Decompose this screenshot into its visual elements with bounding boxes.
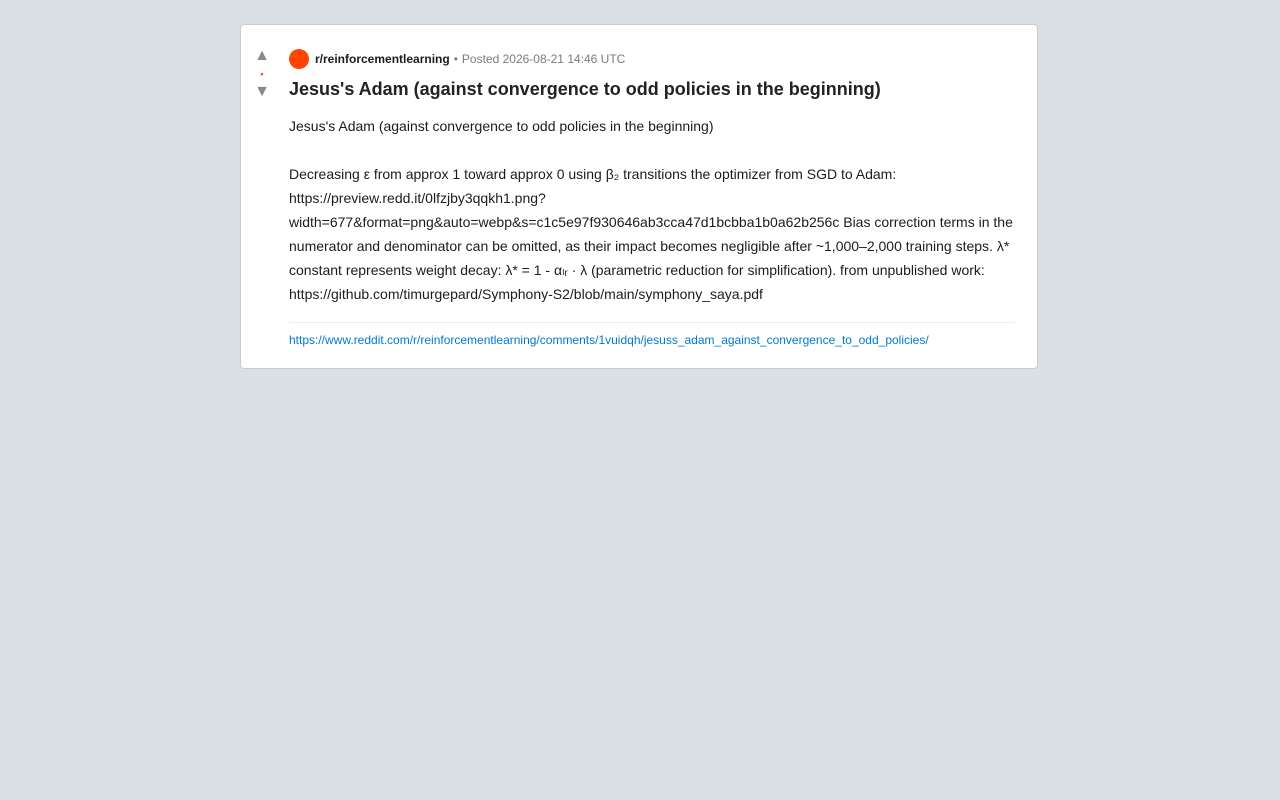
meta-separator: • bbox=[453, 52, 458, 66]
vote-column bbox=[241, 47, 283, 101]
downvote-icon[interactable]: ▼ bbox=[254, 83, 270, 100]
permalink-link[interactable]: https://www.reddit.com/r/reinforcementlearning/comments/1vuidqh/jesuss_adam_against_convergence_to_odd_policies/ bbox=[289, 333, 929, 347]
subreddit-link[interactable]: r/reinforcementlearning bbox=[315, 52, 450, 66]
post-title[interactable]: Jesus's Adam (against convergence to odd policies in the beginning) bbox=[289, 79, 881, 99]
body-paragraph: Jesus's Adam (against convergence to odd policies in the beginning) bbox=[289, 118, 714, 134]
post-card bbox=[240, 24, 1038, 369]
post-body bbox=[289, 114, 1015, 306]
post-meta bbox=[289, 49, 1015, 69]
posted-timestamp: Posted 2026-08-21 14:46 UTC bbox=[461, 52, 626, 66]
body-paragraph: Decreasing ε from approx 1 toward approx 0 using β₂ transitions the optimizer from SGD to Adam: https://preview.redd.it/0lfzjby3qqkh1.png?width=677&format=png&auto=webp&s=c1c5e97f930646ab3cca47d1bcbba1b0a62b256c Bias correction terms in the numerator and denominator can be omitted, as their impact becomes negligible after ~1,000–2,000 training steps. λ* constant represents weight decay: λ* = 1 - αₗᵣ · λ (parametric reduction for simplification). from unpublished work: https://github.com/timurgepard/Symphony-S2/blob/main/symphony_saya.pdf bbox=[289, 166, 1013, 302]
divider bbox=[289, 322, 1015, 323]
upvote-icon[interactable]: ▲ bbox=[254, 47, 270, 64]
post-content bbox=[289, 49, 1015, 348]
vote-score: • bbox=[260, 69, 264, 79]
subreddit-icon[interactable] bbox=[289, 49, 309, 69]
